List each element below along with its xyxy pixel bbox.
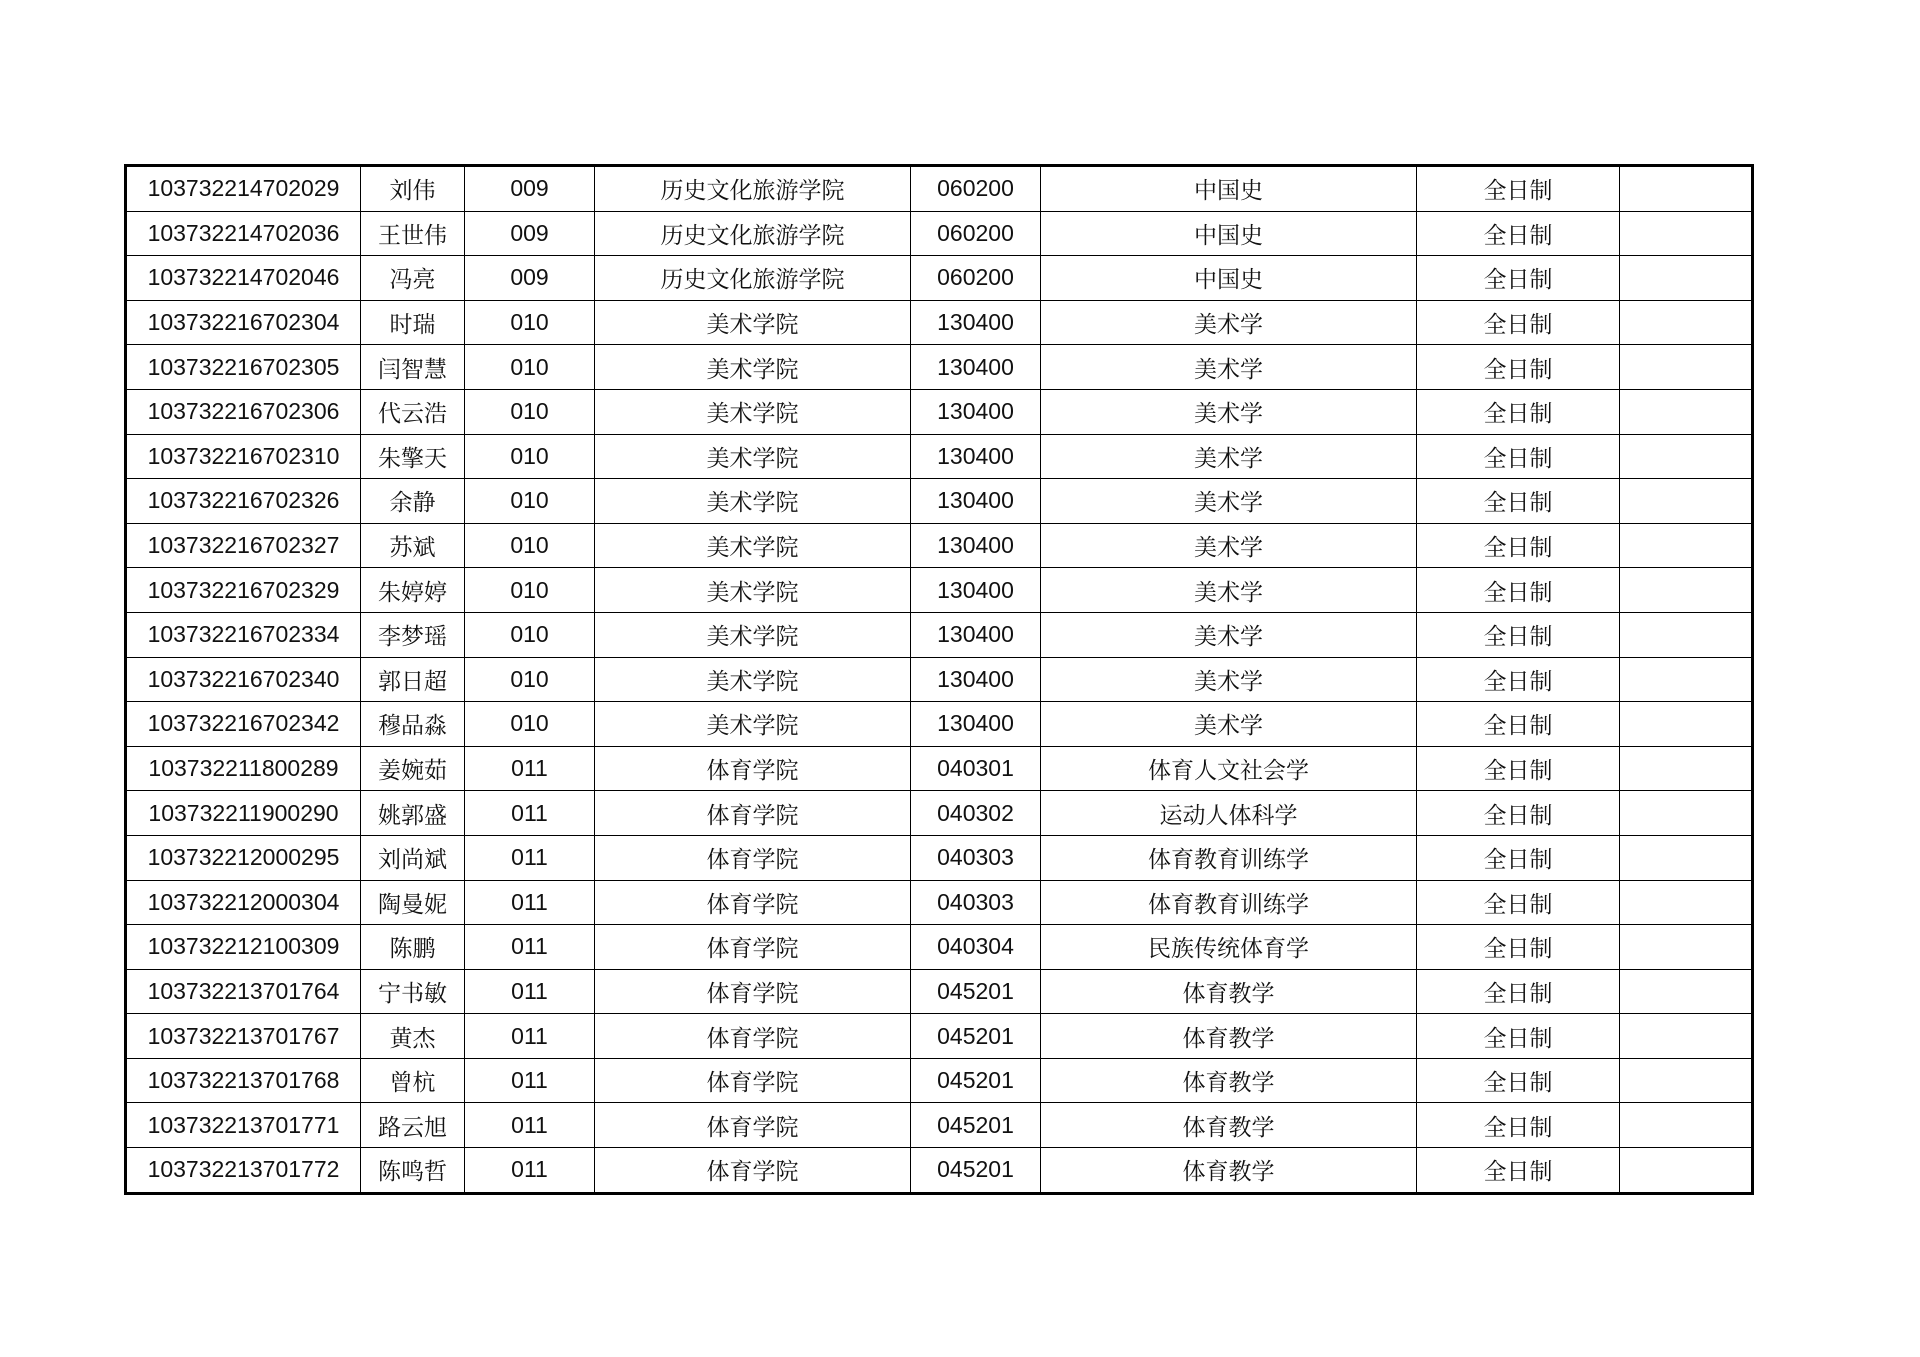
exam-number-cell: 103732216702305 [126, 345, 361, 390]
study-mode-cell: 全日制 [1417, 256, 1620, 301]
note-cell [1620, 791, 1753, 836]
college-code-cell: 011 [465, 880, 595, 925]
study-mode-cell: 全日制 [1417, 746, 1620, 791]
study-mode-cell: 全日制 [1417, 702, 1620, 747]
exam-number-cell: 103732211900290 [126, 791, 361, 836]
major-code-cell: 130400 [911, 523, 1041, 568]
note-cell [1620, 1103, 1753, 1148]
name-cell: 陈鸣哲 [361, 1148, 465, 1194]
exam-number-cell: 103732216702306 [126, 389, 361, 434]
college-cell: 体育学院 [595, 969, 911, 1014]
college-cell: 美术学院 [595, 479, 911, 524]
major-code-cell: 130400 [911, 702, 1041, 747]
note-cell [1620, 1148, 1753, 1194]
exam-number-cell: 103732213701768 [126, 1058, 361, 1103]
admission-list-table [124, 164, 1754, 1195]
name-cell: 刘尚斌 [361, 835, 465, 880]
exam-number-cell: 103732216702334 [126, 612, 361, 657]
study-mode-cell: 全日制 [1417, 612, 1620, 657]
exam-number-cell: 103732214702036 [126, 211, 361, 256]
table-row [126, 523, 1753, 568]
table-row [126, 746, 1753, 791]
major-code-cell: 045201 [911, 1014, 1041, 1059]
name-cell: 李梦瑶 [361, 612, 465, 657]
note-cell [1620, 1014, 1753, 1059]
name-cell: 冯亮 [361, 256, 465, 301]
major-code-cell: 045201 [911, 969, 1041, 1014]
note-cell [1620, 256, 1753, 301]
study-mode-cell: 全日制 [1417, 389, 1620, 434]
major-code-cell: 130400 [911, 434, 1041, 479]
major-cell: 美术学 [1041, 657, 1417, 702]
table-row [126, 1148, 1753, 1194]
name-cell: 代云浩 [361, 389, 465, 434]
college-code-cell: 010 [465, 657, 595, 702]
major-cell: 美术学 [1041, 523, 1417, 568]
college-cell: 历史文化旅游学院 [595, 211, 911, 256]
major-code-cell: 045201 [911, 1103, 1041, 1148]
college-cell: 体育学院 [595, 746, 911, 791]
study-mode-cell: 全日制 [1417, 1058, 1620, 1103]
note-cell [1620, 345, 1753, 390]
table-row [126, 345, 1753, 390]
table-row [126, 389, 1753, 434]
major-code-cell: 130400 [911, 300, 1041, 345]
note-cell [1620, 479, 1753, 524]
college-cell: 体育学院 [595, 791, 911, 836]
table-row [126, 1058, 1753, 1103]
college-cell: 美术学院 [595, 702, 911, 747]
table-row [126, 256, 1753, 301]
college-cell: 历史文化旅游学院 [595, 166, 911, 212]
table-row [126, 568, 1753, 613]
major-code-cell: 040303 [911, 835, 1041, 880]
major-code-cell: 130400 [911, 568, 1041, 613]
college-cell: 体育学院 [595, 880, 911, 925]
name-cell: 姚郭盛 [361, 791, 465, 836]
college-code-cell: 011 [465, 835, 595, 880]
name-cell: 朱婷婷 [361, 568, 465, 613]
major-cell: 体育教学 [1041, 1014, 1417, 1059]
study-mode-cell: 全日制 [1417, 479, 1620, 524]
major-cell: 美术学 [1041, 389, 1417, 434]
name-cell: 陶曼妮 [361, 880, 465, 925]
note-cell [1620, 835, 1753, 880]
college-code-cell: 010 [465, 389, 595, 434]
exam-number-cell: 103732216702340 [126, 657, 361, 702]
exam-number-cell: 103732212100309 [126, 925, 361, 970]
study-mode-cell: 全日制 [1417, 568, 1620, 613]
study-mode-cell: 全日制 [1417, 434, 1620, 479]
exam-number-cell: 103732216702326 [126, 479, 361, 524]
major-code-cell: 130400 [911, 612, 1041, 657]
study-mode-cell: 全日制 [1417, 791, 1620, 836]
note-cell [1620, 523, 1753, 568]
major-code-cell: 040302 [911, 791, 1041, 836]
major-cell: 美术学 [1041, 300, 1417, 345]
exam-number-cell: 103732216702310 [126, 434, 361, 479]
major-cell: 体育教育训练学 [1041, 835, 1417, 880]
major-cell: 体育教学 [1041, 1148, 1417, 1194]
table-row [126, 1014, 1753, 1059]
name-cell: 郭日超 [361, 657, 465, 702]
college-code-cell: 011 [465, 969, 595, 1014]
study-mode-cell: 全日制 [1417, 880, 1620, 925]
table-row [126, 166, 1753, 212]
note-cell [1620, 746, 1753, 791]
major-code-cell: 130400 [911, 389, 1041, 434]
major-cell: 体育教学 [1041, 1103, 1417, 1148]
college-code-cell: 010 [465, 300, 595, 345]
major-code-cell: 060200 [911, 211, 1041, 256]
study-mode-cell: 全日制 [1417, 925, 1620, 970]
college-cell: 体育学院 [595, 1148, 911, 1194]
major-code-cell: 130400 [911, 479, 1041, 524]
name-cell: 穆品淼 [361, 702, 465, 747]
study-mode-cell: 全日制 [1417, 1103, 1620, 1148]
name-cell: 刘伟 [361, 166, 465, 212]
college-code-cell: 011 [465, 791, 595, 836]
note-cell [1620, 389, 1753, 434]
college-code-cell: 009 [465, 256, 595, 301]
college-cell: 体育学院 [595, 835, 911, 880]
table-row [126, 211, 1753, 256]
study-mode-cell: 全日制 [1417, 1148, 1620, 1194]
exam-number-cell: 103732216702327 [126, 523, 361, 568]
table-row [126, 657, 1753, 702]
study-mode-cell: 全日制 [1417, 657, 1620, 702]
study-mode-cell: 全日制 [1417, 300, 1620, 345]
exam-number-cell: 103732213701764 [126, 969, 361, 1014]
college-cell: 体育学院 [595, 925, 911, 970]
note-cell [1620, 702, 1753, 747]
major-cell: 体育人文社会学 [1041, 746, 1417, 791]
name-cell: 曾杭 [361, 1058, 465, 1103]
exam-number-cell: 103732212000295 [126, 835, 361, 880]
major-code-cell: 045201 [911, 1148, 1041, 1194]
college-code-cell: 011 [465, 1148, 595, 1194]
college-code-cell: 011 [465, 746, 595, 791]
major-cell: 体育教学 [1041, 969, 1417, 1014]
name-cell: 苏斌 [361, 523, 465, 568]
college-code-cell: 011 [465, 1014, 595, 1059]
college-cell: 体育学院 [595, 1014, 911, 1059]
name-cell: 路云旭 [361, 1103, 465, 1148]
major-cell: 运动人体科学 [1041, 791, 1417, 836]
college-code-cell: 010 [465, 523, 595, 568]
college-cell: 美术学院 [595, 568, 911, 613]
major-cell: 美术学 [1041, 612, 1417, 657]
table-body [126, 166, 1753, 1194]
college-cell: 历史文化旅游学院 [595, 256, 911, 301]
study-mode-cell: 全日制 [1417, 1014, 1620, 1059]
table-row [126, 791, 1753, 836]
study-mode-cell: 全日制 [1417, 345, 1620, 390]
note-cell [1620, 434, 1753, 479]
name-cell: 黄杰 [361, 1014, 465, 1059]
note-cell [1620, 969, 1753, 1014]
table-row [126, 925, 1753, 970]
major-code-cell: 130400 [911, 657, 1041, 702]
table-row [126, 434, 1753, 479]
major-cell: 中国史 [1041, 256, 1417, 301]
major-code-cell: 045201 [911, 1058, 1041, 1103]
exam-number-cell: 103732213701771 [126, 1103, 361, 1148]
major-cell: 体育教育训练学 [1041, 880, 1417, 925]
study-mode-cell: 全日制 [1417, 211, 1620, 256]
major-cell: 美术学 [1041, 702, 1417, 747]
college-code-cell: 011 [465, 1103, 595, 1148]
table-row [126, 1103, 1753, 1148]
note-cell [1620, 300, 1753, 345]
table-row [126, 300, 1753, 345]
major-code-cell: 040303 [911, 880, 1041, 925]
college-code-cell: 010 [465, 345, 595, 390]
college-code-cell: 009 [465, 211, 595, 256]
major-cell: 美术学 [1041, 434, 1417, 479]
note-cell [1620, 1058, 1753, 1103]
note-cell [1620, 568, 1753, 613]
study-mode-cell: 全日制 [1417, 969, 1620, 1014]
college-cell: 体育学院 [595, 1103, 911, 1148]
major-cell: 民族传统体育学 [1041, 925, 1417, 970]
note-cell [1620, 211, 1753, 256]
major-code-cell: 040304 [911, 925, 1041, 970]
exam-number-cell: 103732214702029 [126, 166, 361, 212]
exam-number-cell: 103732212000304 [126, 880, 361, 925]
exam-number-cell: 103732216702342 [126, 702, 361, 747]
name-cell: 姜婉茹 [361, 746, 465, 791]
table-row [126, 612, 1753, 657]
note-cell [1620, 166, 1753, 212]
major-cell: 美术学 [1041, 568, 1417, 613]
major-code-cell: 040301 [911, 746, 1041, 791]
major-code-cell: 060200 [911, 166, 1041, 212]
college-code-cell: 011 [465, 925, 595, 970]
college-cell: 体育学院 [595, 1058, 911, 1103]
major-cell: 中国史 [1041, 166, 1417, 212]
college-cell: 美术学院 [595, 300, 911, 345]
college-cell: 美术学院 [595, 434, 911, 479]
table-row [126, 702, 1753, 747]
exam-number-cell: 103732216702304 [126, 300, 361, 345]
name-cell: 闫智慧 [361, 345, 465, 390]
name-cell: 朱擎天 [361, 434, 465, 479]
major-cell: 中国史 [1041, 211, 1417, 256]
name-cell: 宁书敏 [361, 969, 465, 1014]
major-cell: 美术学 [1041, 479, 1417, 524]
college-cell: 美术学院 [595, 612, 911, 657]
note-cell [1620, 925, 1753, 970]
college-cell: 美术学院 [595, 523, 911, 568]
major-cell: 美术学 [1041, 345, 1417, 390]
college-cell: 美术学院 [595, 345, 911, 390]
college-cell: 美术学院 [595, 657, 911, 702]
table-row [126, 835, 1753, 880]
note-cell [1620, 612, 1753, 657]
note-cell [1620, 657, 1753, 702]
major-cell: 体育教学 [1041, 1058, 1417, 1103]
study-mode-cell: 全日制 [1417, 166, 1620, 212]
table-row [126, 969, 1753, 1014]
major-code-cell: 060200 [911, 256, 1041, 301]
name-cell: 陈鹏 [361, 925, 465, 970]
college-code-cell: 010 [465, 434, 595, 479]
college-code-cell: 010 [465, 612, 595, 657]
college-code-cell: 011 [465, 1058, 595, 1103]
exam-number-cell: 103732213701767 [126, 1014, 361, 1059]
exam-number-cell: 103732214702046 [126, 256, 361, 301]
exam-number-cell: 103732213701772 [126, 1148, 361, 1194]
study-mode-cell: 全日制 [1417, 523, 1620, 568]
study-mode-cell: 全日制 [1417, 835, 1620, 880]
name-cell: 时瑞 [361, 300, 465, 345]
name-cell: 余静 [361, 479, 465, 524]
table-row [126, 880, 1753, 925]
college-code-cell: 010 [465, 702, 595, 747]
major-code-cell: 130400 [911, 345, 1041, 390]
exam-number-cell: 103732216702329 [126, 568, 361, 613]
note-cell [1620, 880, 1753, 925]
college-code-cell: 009 [465, 166, 595, 212]
college-cell: 美术学院 [595, 389, 911, 434]
exam-number-cell: 103732211800289 [126, 746, 361, 791]
table-row [126, 479, 1753, 524]
college-code-cell: 010 [465, 568, 595, 613]
college-code-cell: 010 [465, 479, 595, 524]
name-cell: 王世伟 [361, 211, 465, 256]
